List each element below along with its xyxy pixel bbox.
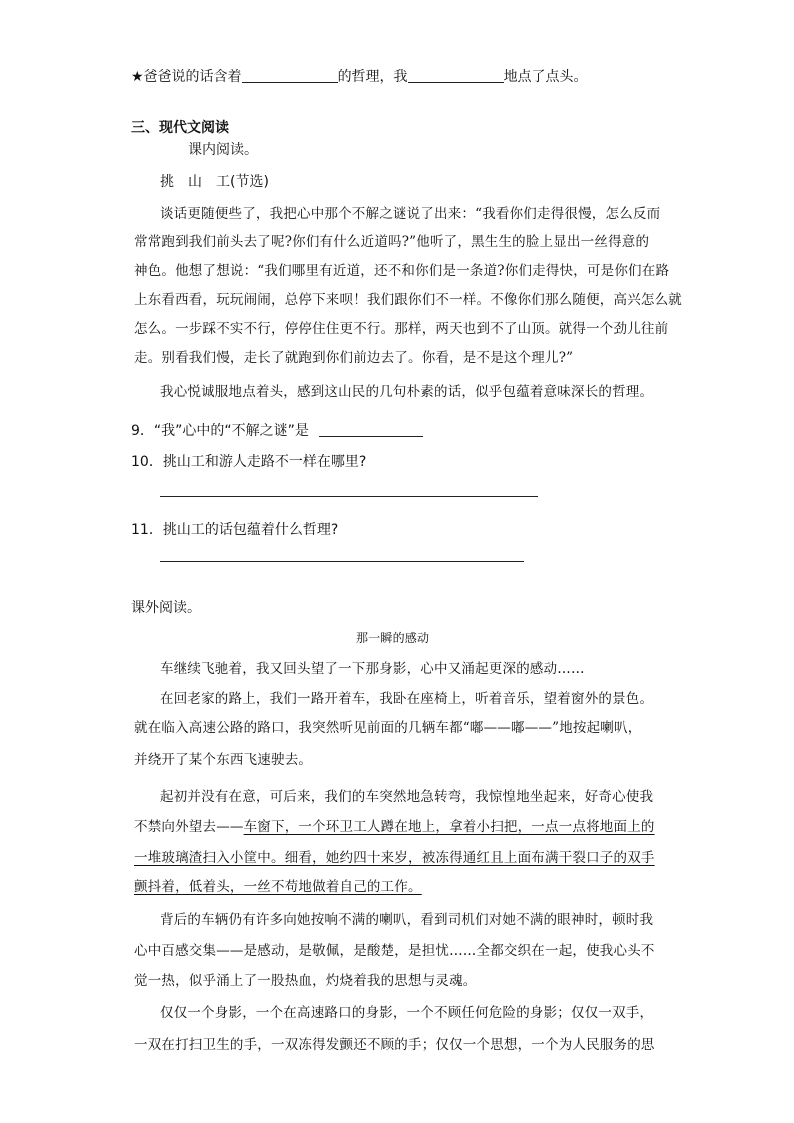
fill-prefix: ★爸爸说的话含着	[131, 69, 242, 85]
answer-blank-2[interactable]	[408, 68, 504, 83]
question-9-text: 9．“我”心中的“不解之谜”是	[131, 423, 309, 439]
article-title: 那一瞬的感动	[356, 631, 430, 645]
article-line: 仅仅一个身影，一个在高速路口的身影，一个不顾任何危险的身影；仅仅一双手，	[160, 1005, 654, 1021]
passage-line: 怎么。一步踩不实不行，停停住住更不行。那样，两天也到不了山顶。就得一个劲儿往前	[134, 321, 669, 337]
question-10: 10．挑山工和游人走路不一样在哪里?	[131, 454, 367, 470]
underlined-passage: 一堆玻璃渣扫入小筐中。细看，她约四十来岁，被冻得通红且上面布满干裂口子的双手	[134, 850, 655, 866]
article-line: 起初并没有在意，可后来，我们的车突然地急转弯，我惊惶地坐起来，好奇心使我	[160, 789, 654, 805]
fill-middle: 的哲理，我	[337, 69, 408, 85]
answer-line-10[interactable]	[160, 496, 538, 497]
article-line: 心中百感交集——是感动，是敬佩，是酸楚，是担忧……全都交织在一起，使我心头不	[134, 943, 655, 959]
passage-line: 上东看西看，玩玩闹闹，总停下来呗！我们跟你们不一样。不像你们那么随便，高兴怎么就	[134, 292, 682, 308]
article-line: 在回老家的路上，我们一路开着车，我卧在座椅上，听着音乐，望着窗外的景色。	[160, 691, 654, 707]
passage-line: 我心悦诚服地点着头，感到这山民的几句朴素的话，似乎包蕴着意味深长的哲理。	[160, 384, 654, 400]
article-line: 觉一热，似乎涌上了一股热血，灼烧着我的思想与灵魂。	[134, 973, 477, 989]
article-line: 背后的车辆仍有许多向她按响不满的喇叭，看到司机们对她不满的眼神时，顿时我	[160, 912, 654, 928]
fill-suffix: 地点了点头。	[503, 69, 588, 85]
underlined-passage: 颤抖着，低着头，一丝不苟地做着自己的工作。	[134, 879, 422, 895]
article-line-start: 不禁向外望去——	[134, 819, 244, 835]
article-line: 车继续飞驰着，我又回头望了一下那身影，心中又涌起更深的感动……	[160, 661, 585, 677]
passage-title: 挑 山 工(节选)	[160, 174, 269, 190]
underlined-passage: 车窗下，一个环卫工人蹲在地上，拿着小扫把，一点一点将地面上的	[243, 819, 655, 835]
passage-line: 走。别看我们慢，走长了就跑到你们前边去了。你看，是不是这个理儿?”	[134, 350, 574, 366]
passage-line: 常常跑到我们前头去了呢?你们有什么近道吗?”他听了，黑生生的脸上显出一丝得意的	[134, 234, 650, 250]
answer-line-11[interactable]	[160, 561, 524, 562]
extracurricular-label: 课外阅读。	[131, 600, 201, 616]
question-11: 11．挑山工的话包蕴着什么哲理?	[131, 522, 339, 538]
article-line: 并绕开了某个东西飞速驶去。	[134, 752, 313, 768]
passage-line: 谈话更随便些了，我把心中那个不解之谜说了出来：“我看你们走得很慢，怎么反而	[160, 206, 661, 222]
article-line	[134, 817, 655, 837]
article-line: 一双在打扫卫生的手，一双冻得发颤还不顾的手；仅仅一个思想，一个为人民服务的思	[134, 1037, 655, 1053]
fill-in-sentence	[131, 67, 588, 87]
in-class-label: 课内阅读。	[188, 142, 258, 158]
question-9-blank[interactable]	[319, 422, 423, 437]
answer-blank-1[interactable]	[242, 68, 338, 83]
article-line: 就在临入高速公路的路口，我突然听见前面的几辆车都“嘟——嘟——”地按起喇叭，	[134, 720, 642, 736]
question-9	[131, 421, 423, 441]
passage-line: 神色。他想了想说：“我们哪里有近道，还不和你们是一条道?你们走得快，可是你们在路	[134, 263, 670, 279]
section-heading: 三、现代文阅读	[131, 120, 229, 136]
